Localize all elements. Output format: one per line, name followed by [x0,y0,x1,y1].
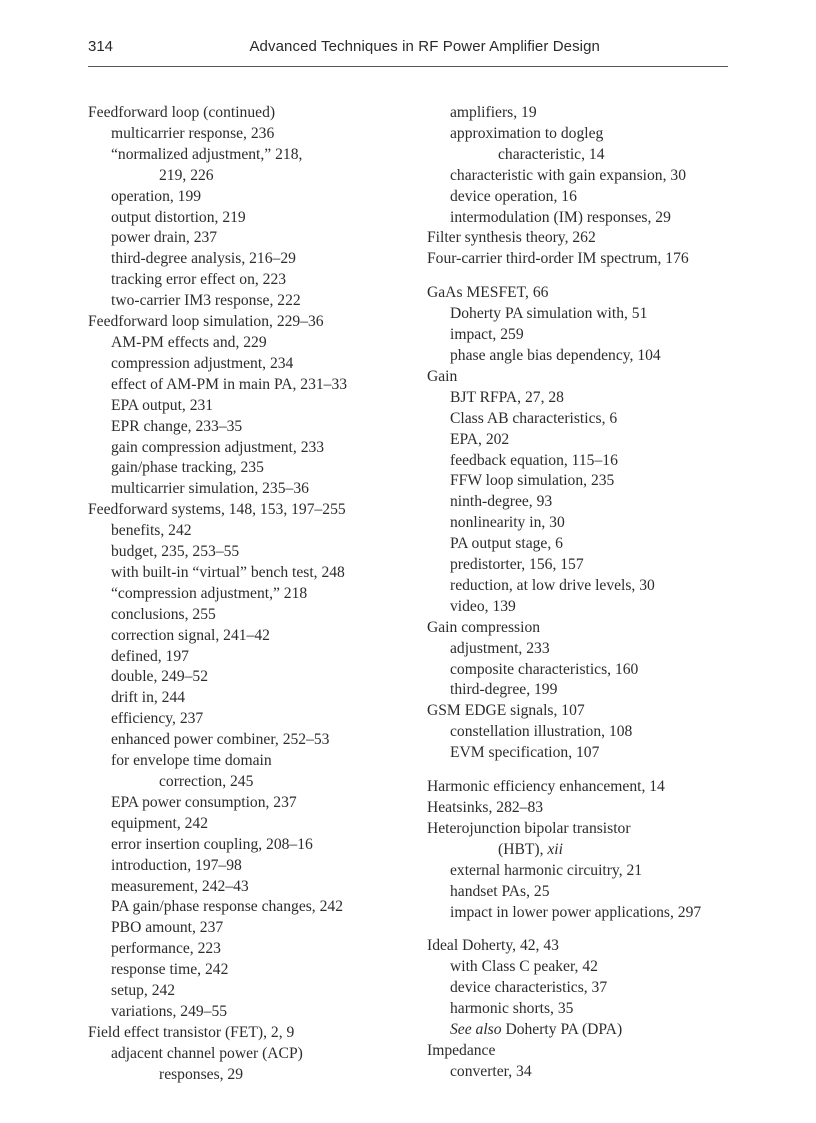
index-sub-entry [88,647,408,668]
index-sub-entry [427,882,757,903]
index-sub-entry [427,555,757,576]
index-entry-text: setup, 242 [111,982,176,1000]
index-entry-text: “compression adjustment,” 218 [111,584,308,602]
index-sub-entry [88,856,408,877]
index-entry-text: EPA, 202 [450,430,510,448]
page-header [88,38,728,60]
index-entry-text: FFW loop simulation, 235 [450,472,615,490]
index-entry-text: Harmonic efficiency enhancement, 14 [427,778,665,796]
index-main-entry [427,618,757,639]
index-sub-entry [427,208,757,229]
index-sub-entry [88,291,408,312]
index-sub-entry [88,521,408,542]
index-entry-text: EPR change, 233–35 [111,417,243,435]
index-sub-entry [88,960,408,981]
index-entry-text: gain compression adjustment, 233 [111,438,325,456]
index-entry-text: responses, 29 [159,1065,244,1083]
index-entry-text: Field effect transistor (FET), 2, 9 [88,1023,295,1041]
index-main-entry [427,701,757,722]
index-sub-entry [427,430,757,451]
index-sub-entry [427,903,757,924]
index-entry-text: third-degree analysis, 216–29 [111,250,296,268]
index-entry-text: composite characteristics, 160 [450,660,639,678]
index-sub-entry [427,999,757,1020]
index-entry-text: Feedforward loop simulation, 229–36 [88,313,324,331]
index-entry-text: PA output stage, 6 [450,535,563,553]
index-entry-text: device characteristics, 37 [450,979,608,997]
index-sub-entry [427,166,757,187]
index-column-left [88,103,408,1086]
index-sub-entry [427,388,757,409]
index-entry-text: PA gain/phase response changes, 242 [111,898,343,916]
index-sub-entry [88,793,408,814]
index-entry-text: device operation, 16 [450,187,577,205]
index-entry-text: correction signal, 241–42 [111,626,270,644]
index-entry-text: PBO amount, 237 [111,919,224,937]
index-main-entry [88,1023,408,1044]
index-entry-text: See also [450,1021,502,1039]
index-main-entry [427,249,757,270]
index-letter-gap [427,764,757,777]
index-entry-text: GaAs MESFET, 66 [427,284,549,302]
index-sub-entry [88,835,408,856]
index-entry-text: GSM EDGE signals, 107 [427,702,585,720]
index-entry-text: enhanced power combiner, 252–53 [111,731,330,749]
index-entry-text: Feedforward systems, 148, 153, 197–255 [88,501,346,519]
index-entry-text: conclusions, 255 [111,605,216,623]
index-sub-entry [88,479,408,500]
index-main-entry [427,798,757,819]
index-entry-text: external harmonic circuitry, 21 [450,861,643,879]
index-entry-text: feedback equation, 115–16 [450,451,618,469]
index-sub-entry [427,1062,757,1083]
index-entry-text: ninth-degree, 93 [450,493,553,511]
index-sub-entry [88,417,408,438]
index-sub-entry [88,751,408,772]
index-entry-text: Ideal Doherty, 42, 43 [427,937,559,955]
index-letter-gap [427,270,757,283]
index-entry-text: Doherty PA simulation with, 51 [450,305,648,323]
index-entry-text: Class AB characteristics, 6 [450,409,618,427]
index-sub-entry [88,730,408,751]
index-main-entry [427,228,757,249]
index-sub-entry [88,166,408,187]
running-title: Advanced Techniques in RF Power Amplifier Design [249,38,600,55]
index-sub-entry [88,626,408,647]
index-sub-entry [88,772,408,793]
index-sub-entry [88,1044,408,1065]
index-entry-text: multicarrier simulation, 235–36 [111,480,309,498]
index-main-entry [427,367,757,388]
index-entry-text: approximation to dogleg [450,124,604,142]
index-sub-entry [88,249,408,270]
index-entry-text: efficiency, 237 [111,710,204,728]
index-entry-text: BJT RFPA, 27, 28 [450,388,564,406]
index-sub-entry [427,492,757,513]
index-sub-entry [427,534,757,555]
index-sub-entry [88,333,408,354]
index-entry-text: multicarrier response, 236 [111,124,275,142]
index-main-entry [88,312,408,333]
index-entry-text: harmonic shorts, 35 [450,1000,574,1018]
index-sub-entry [88,981,408,1002]
index-sub-entry [427,513,757,534]
index-entry-text: benefits, 242 [111,522,192,540]
index-entry-text: EPA output, 231 [111,396,214,414]
index-entry-text: predistorter, 156, 157 [450,556,584,574]
index-sub-entry [88,939,408,960]
index-entry-text: with Class C peaker, 42 [450,958,598,976]
index-sub-entry [88,354,408,375]
index-main-entry [427,936,757,957]
index-entry-text: “normalized adjustment,” 218, [111,145,303,163]
index-sub-entry [88,918,408,939]
index-sub-entry [427,346,757,367]
index-entry-text: xii [547,840,563,858]
index-sub-entry [88,270,408,291]
index-sub-entry [427,1020,757,1041]
index-entry-text: for envelope time domain [111,752,272,770]
index-sub-entry [88,396,408,417]
index-entry-text: nonlinearity in, 30 [450,514,565,532]
index-entry-text: operation, 199 [111,187,202,205]
index-main-entry [427,1041,757,1062]
index-entry-text: third-degree, 199 [450,681,558,699]
index-entry-text: AM-PM effects and, 229 [111,333,267,351]
index-entry-text: EPA power consumption, 237 [111,793,297,811]
index-entry-text: equipment, 242 [111,814,209,832]
index-entry-text: EVM specification, 107 [450,744,600,762]
index-entry-text: introduction, 197–98 [111,856,242,874]
index-sub-entry [427,861,757,882]
index-entry-text: Gain compression [427,618,541,636]
index-entry-text: Impedance [427,1041,496,1059]
index-sub-entry [88,542,408,563]
index-entry-text: gain/phase tracking, 235 [111,459,264,477]
page-number: 314 [88,38,114,55]
index-sub-entry [88,438,408,459]
index-sub-entry [427,103,757,124]
index-entry-text: defined, 197 [111,647,189,665]
index-main-entry [427,777,757,798]
index-entry-text: characteristic with gain expansion, 30 [450,166,686,184]
index-entry-text: Feedforward loop (continued) [88,104,276,121]
index-sub-entry [427,722,757,743]
index-entry-text: two-carrier IM3 response, 222 [111,292,301,310]
index-sub-entry [88,897,408,918]
index-entry-text: performance, 223 [111,940,221,958]
index-entry-text: compression adjustment, 234 [111,354,294,372]
index-entry-text: (HBT), [498,840,548,858]
index-main-entry [88,103,408,124]
index-entry-text: variations, 249–55 [111,1002,228,1020]
index-sub-entry [427,409,757,430]
index-entry-text: Heterojunction bipolar transistor [427,819,631,837]
index-entry-text: Filter synthesis theory, 262 [427,229,596,247]
index-sub-entry [88,688,408,709]
index-sub-entry [88,458,408,479]
index-sub-entry [427,187,757,208]
index-column-right [427,103,757,1083]
index-entry-text: power drain, 237 [111,229,218,247]
index-sub-entry [88,375,408,396]
index-entry-text: impact, 259 [450,326,524,344]
index-sub-entry [427,957,757,978]
index-sub-entry [427,639,757,660]
index-entry-text: characteristic, 14 [498,145,605,163]
index-entry-text: 219, 226 [159,166,214,184]
index-sub-entry [427,660,757,681]
index-entry-text: Doherty PA (DPA) [501,1021,623,1039]
index-sub-entry [88,1002,408,1023]
index-sub-entry [427,840,757,861]
index-sub-entry [88,709,408,730]
index-sub-entry [427,451,757,472]
index-entry-text: adjacent channel power (ACP) [111,1044,303,1062]
index-entry-text: intermodulation (IM) responses, 29 [450,208,671,226]
index-entry-text: Four-carrier third-order IM spectrum, 176 [427,250,689,268]
index-entry-text: output distortion, 219 [111,208,246,226]
index-main-entry [88,500,408,521]
index-sub-entry [427,471,757,492]
index-entry-text: amplifiers, 19 [450,104,537,121]
index-sub-entry [88,1065,408,1086]
index-entry-text: converter, 34 [450,1062,532,1080]
index-sub-entry [88,814,408,835]
index-entry-text: video, 139 [450,597,516,615]
index-sub-entry [427,680,757,701]
index-sub-entry [427,978,757,999]
index-sub-entry [427,576,757,597]
index-sub-entry [88,563,408,584]
index-entry-text: Gain [427,367,458,385]
index-sub-entry [427,597,757,618]
index-entry-text: budget, 235, 253–55 [111,543,240,561]
index-entry-text: adjustment, 233 [450,639,550,657]
index-entry-text: tracking error effect on, 223 [111,271,287,289]
index-entry-text: Heatsinks, 282–83 [427,799,544,816]
index-sub-entry [88,208,408,229]
index-sub-entry [427,124,757,145]
index-sub-entry [427,304,757,325]
index-entry-text: error insertion coupling, 208–16 [111,835,313,853]
index-entry-text: drift in, 244 [111,689,186,707]
index-main-entry [427,819,757,840]
index-sub-entry [88,145,408,166]
index-entry-text: impact in lower power applications, 297 [450,903,702,921]
index-entry-text: double, 249–52 [111,668,209,686]
index-sub-entry [88,187,408,208]
index-entry-text: phase angle bias dependency, 104 [450,346,661,364]
index-entry-text: response time, 242 [111,961,229,979]
index-sub-entry [88,584,408,605]
index-sub-entry [88,667,408,688]
index-sub-entry [88,124,408,145]
index-sub-entry [88,605,408,626]
index-sub-entry [88,877,408,898]
index-entry-text: measurement, 242–43 [111,877,249,895]
index-entry-text: constellation illustration, 108 [450,723,633,741]
index-sub-entry [427,145,757,166]
index-main-entry [427,283,757,304]
index-entry-text: handset PAs, 25 [450,882,550,900]
index-sub-entry [427,325,757,346]
index-entry-text: with built-in “virtual” bench test, 248 [111,563,345,581]
index-entry-text: correction, 245 [159,773,254,790]
index-entry-text: effect of AM-PM in main PA, 231–33 [111,375,348,393]
header-rule [88,66,728,67]
index-sub-entry [427,743,757,764]
index-entry-text: reduction, at low drive levels, 30 [450,576,655,594]
index-letter-gap [427,923,757,936]
index-sub-entry [88,228,408,249]
